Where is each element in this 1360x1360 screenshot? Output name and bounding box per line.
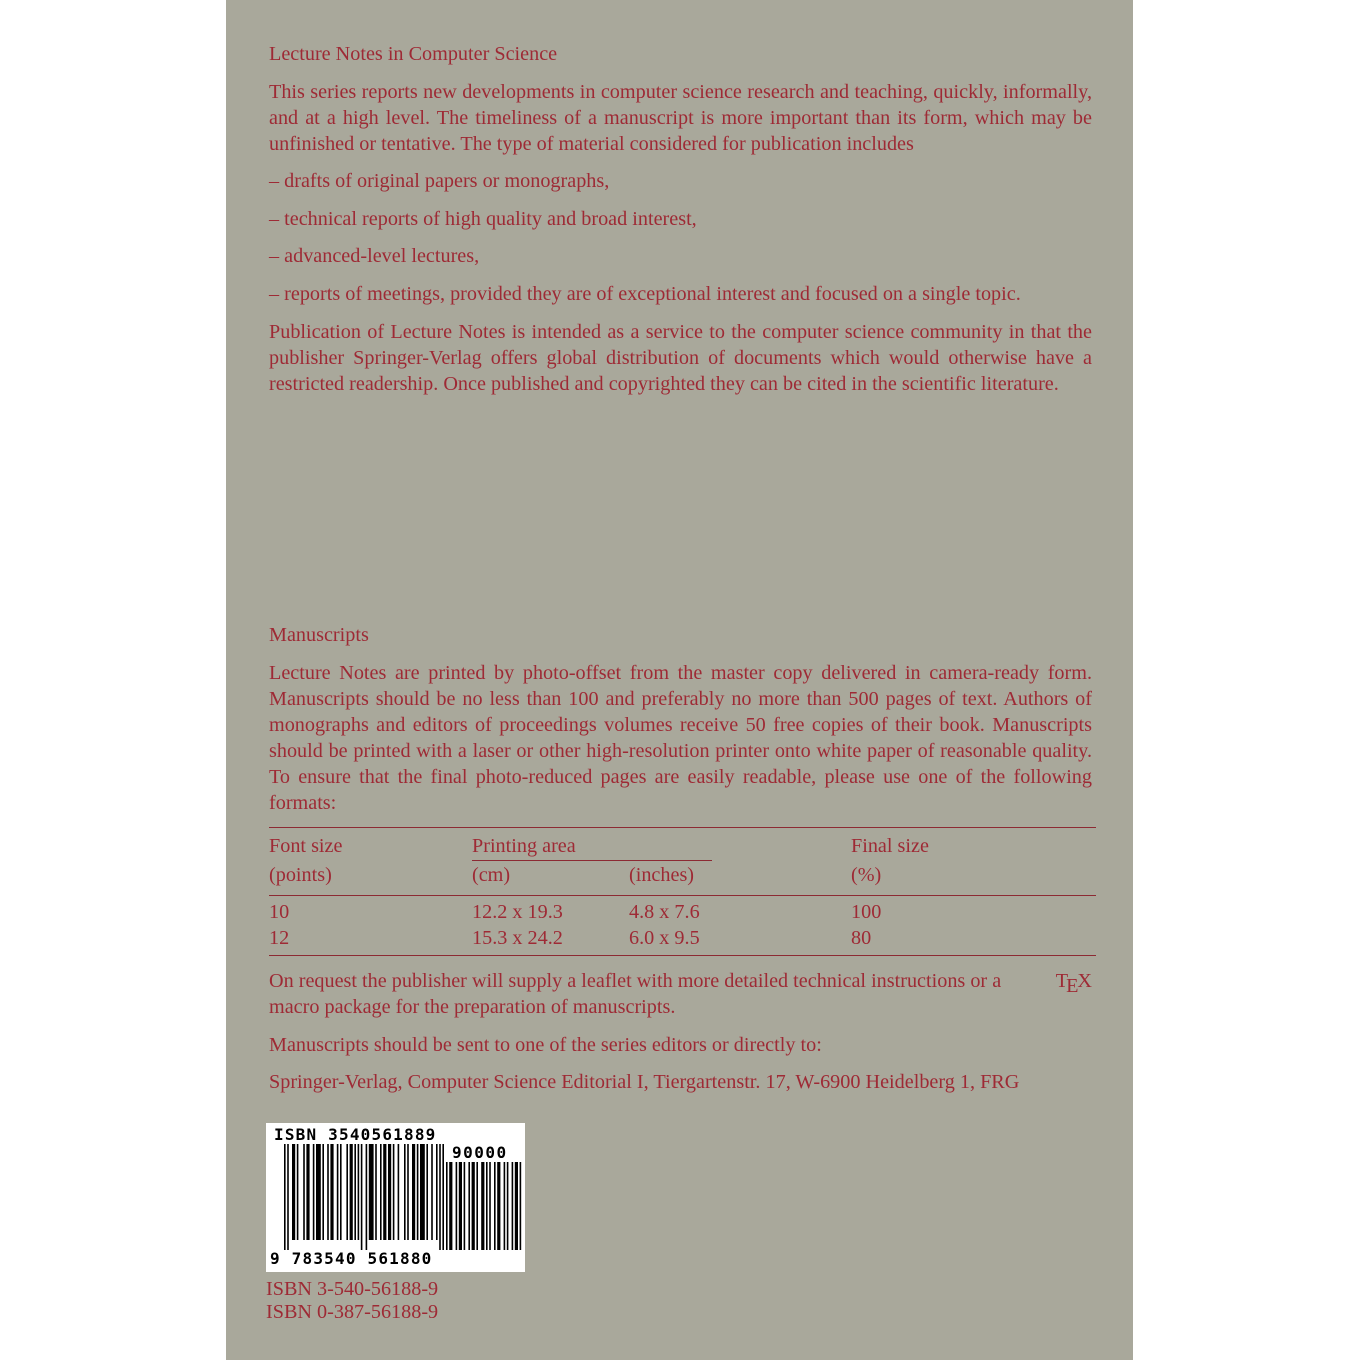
series-title: Lecture Notes in Computer Science [269,43,558,65]
tex-letter-t: T [1055,970,1069,992]
barcode-bar [481,1162,484,1250]
unit-percent: (%) [851,864,882,886]
barcode-bar [358,1144,360,1240]
barcode-bar [497,1162,500,1250]
header-printing-area: Printing area [472,835,576,857]
barcode-bar [393,1144,395,1240]
printing-area-rule [472,860,712,861]
barcode-bar [439,1144,441,1250]
barcode-bar [446,1162,448,1250]
barcode-bar [322,1144,324,1240]
barcode-bottom-digits: 9 783540 561880 [270,1249,433,1268]
request-paragraph [269,968,1092,1020]
barcode-bar [313,1144,315,1240]
barcode-bar [420,1144,425,1240]
header-font-size: Font size [269,835,343,857]
material-list-item: – technical reports of high quality and broad interest, [269,208,697,230]
barcode-bar [464,1162,466,1250]
address-text: Springer-Verlag, Computer Science Editorial I, Tiergartenstr. 17, W-6900 Heidelberg 1, FRG [269,1071,1020,1093]
barcode-bar [412,1144,415,1240]
barcode-bar [431,1144,433,1240]
unit-cm: (cm) [472,864,511,886]
barcode-bar [369,1144,374,1240]
cell-font-size: 12 [269,927,290,949]
barcode-bar [284,1144,286,1250]
material-list-item: – advanced-level lectures, [269,245,480,267]
isbn-barcode [266,1123,525,1272]
barcode-bar [417,1144,419,1240]
intro-paragraph: This series reports new developments in computer science research and teaching, quickly, informally, and at a high level. The timeliness of a manuscript is more important than its form, which may be unfinished or tentative. The type of material considered for publication includes [269,81,1092,155]
barcode-bar [303,1144,305,1240]
barcode-bar [407,1144,409,1240]
barcode-bar [468,1162,470,1250]
manuscripts-heading: Manuscripts [269,624,369,646]
cell-final: 80 [851,927,872,949]
barcode-bar [366,1144,368,1250]
barcode-bar [306,1144,309,1240]
back-cover [226,0,1133,1360]
barcode-bar [494,1162,496,1250]
barcode-bar [337,1144,339,1240]
barcode-bar [327,1144,329,1240]
barcode-bar [426,1144,428,1240]
barcode-bar [507,1162,509,1250]
barcode-bar [459,1162,462,1250]
barcode-bar [340,1144,342,1240]
isbn-line: ISBN 0-387-56188-9 [266,1301,439,1323]
request-text-after-tex: macro package for the preparation of manuscripts. [269,996,676,1018]
unit-points: (points) [269,864,332,886]
request-text-before-tex: On request the publisher will supply a leaflet with more detailed technical instructions or a [269,970,1002,992]
barcode-bar [476,1162,478,1250]
barcode-bar [520,1162,522,1250]
barcode-bar [388,1144,391,1240]
cell-cm: 12.2 x 19.3 [472,901,563,923]
barcode-bars-main [284,1144,444,1250]
barcode-bar [346,1144,348,1240]
table-bottom-rule [269,955,1096,956]
barcode-top-text: ISBN 3540561889 [274,1125,437,1144]
tex-logo [1055,968,1092,997]
tex-letter-e: E [1066,975,1079,997]
header-final-size: Final size [851,835,929,857]
barcode-bar [442,1144,444,1250]
barcode-bar [404,1144,406,1240]
barcode-bar [489,1162,491,1250]
barcode-bar [486,1162,488,1250]
barcode-bar [383,1144,386,1240]
tex-letter-x: X [1077,970,1092,992]
material-list-item: – drafts of original papers or monographs, [269,170,610,192]
barcode-bar [292,1144,295,1240]
unit-inches: (inches) [629,864,695,886]
barcode-bar [472,1162,475,1250]
cell-cm: 15.3 x 24.2 [472,927,563,949]
table-header-rule [269,895,1096,896]
cell-inches: 6.0 x 9.5 [629,927,700,949]
barcode-bar [436,1144,438,1240]
barcode-bar [375,1144,377,1240]
barcode-bar [512,1162,514,1250]
manuscripts-paragraph: Lecture Notes are printed by photo-offset from the master copy delivered in camera-ready form. Manuscripts should be no less than 100 and preferably no more than 500 pages of text. Authors of monographs and editors of proceedings volumes receive 50 free copies of their book. Manuscripts should be printed with a laser or other high-resolution printer onto white paper of reasonable quality. To ensure that the final photo-reduced pages are easily readable, please use one of the following formats: [269,662,1092,814]
publication-paragraph: Publication of Lecture Notes is intended as a service to the computer science community in that the publisher Springer-Verlag offers global distribution of documents which would otherwise have a restricted readership. Once published and copyrighted they can be cited in the scientific literature. [269,321,1092,395]
request-line-1 [269,968,1092,997]
material-list-item: – reports of meetings, provided they are of exceptional interest and focused on a single topic. [269,283,1021,305]
barcode-bars-addon [446,1162,522,1250]
barcode-bar [361,1144,363,1250]
barcode-bar [330,1144,333,1240]
barcode-bar [398,1144,400,1240]
table-top-rule [269,827,1096,828]
barcode-bar [449,1162,452,1250]
barcode-bar [515,1162,518,1250]
isbn-line: ISBN 3-540-56188-9 [266,1278,439,1300]
barcode-bar [380,1144,382,1240]
send-text: Manuscripts should be sent to one of the series editors or directly to: [269,1034,822,1056]
barcode-bar [504,1162,506,1250]
barcode-bar [350,1144,353,1240]
cell-final: 100 [851,901,882,923]
cell-inches: 4.8 x 7.6 [629,901,700,923]
barcode-bar [354,1144,356,1240]
barcode-bar [456,1162,458,1250]
barcode-bar [316,1144,321,1240]
cell-font-size: 10 [269,901,290,923]
barcode-addon-digits: 90000 [452,1143,508,1162]
barcode-bar [297,1144,299,1240]
barcode-bar [287,1144,289,1250]
